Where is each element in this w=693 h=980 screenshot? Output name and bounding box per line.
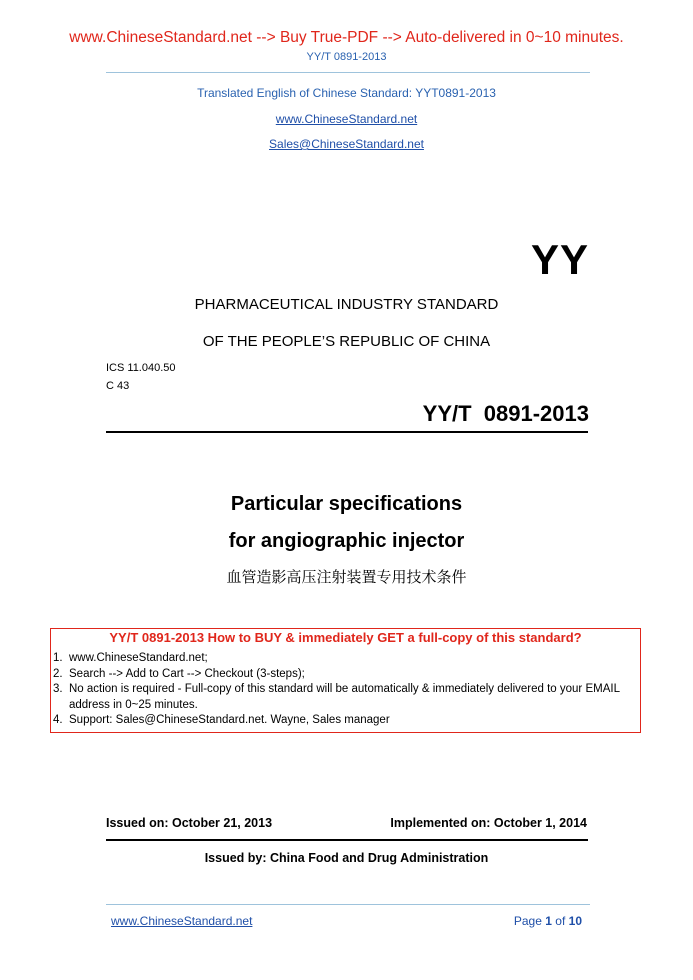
step-number: 4. xyxy=(53,714,63,726)
classification-code: C 43 xyxy=(106,380,130,392)
page-number xyxy=(514,914,582,928)
dates-divider xyxy=(106,839,588,841)
standard-code: YY/T 0891-2013 xyxy=(422,401,589,426)
list-item xyxy=(53,651,637,667)
issued-date: Issued on: October 21, 2013 xyxy=(106,816,273,830)
buy-heading: YY/T 0891-2013 How to BUY & immediately GET a full-copy of this standard? xyxy=(109,630,582,645)
page-total: 10 xyxy=(568,914,582,928)
title-en-line2: for angiographic injector xyxy=(228,530,465,552)
implemented-date: Implemented on: October 1, 2014 xyxy=(390,816,587,830)
buy-info-box xyxy=(50,628,641,733)
ics-number: ICS 11.040.50 xyxy=(106,362,176,374)
step-text: Search --> Add to Cart --> Checkout (3-steps); xyxy=(69,667,305,680)
list-item xyxy=(53,667,637,683)
page-of: of xyxy=(555,914,566,928)
list-item xyxy=(53,682,637,713)
footer-website-link[interactable]: www.ChineseStandard.net xyxy=(111,914,253,928)
page-label: Page xyxy=(513,914,542,928)
category-mark: YY xyxy=(530,236,589,283)
standard-type-line2: OF THE PEOPLE’S REPUBLIC OF CHINA xyxy=(202,333,491,350)
page-current: 1 xyxy=(545,914,552,928)
standard-type-line1: PHARMACEUTICAL INDUSTRY STANDARD xyxy=(194,296,499,313)
buy-steps-list xyxy=(53,651,637,729)
title-cn: 血管造影高压注射装置专用技术条件 xyxy=(226,569,467,586)
list-item xyxy=(53,713,637,729)
issued-by: Issued by: China Food and Drug Administration xyxy=(204,851,489,865)
sales-email-link[interactable]: Sales@ChineseStandard.net xyxy=(269,137,424,151)
website-link[interactable]: www.ChineseStandard.net xyxy=(275,112,418,126)
step-number: 1. xyxy=(53,652,63,664)
header-divider xyxy=(106,72,590,73)
title-divider xyxy=(106,431,588,433)
step-text: No action is required - Full-copy of this standard will be automatically & immediately delivered to your EMAIL address in 0~25 minutes. xyxy=(69,683,620,711)
translated-line: Translated English of Chinese Standard: YYT0891-2013 xyxy=(197,86,496,100)
header-standard-code: YY/T 0891-2013 xyxy=(306,51,387,63)
footer-divider xyxy=(106,904,590,905)
promo-banner: www.ChineseStandard.net --> Buy True-PDF --> Auto-delivered in 0~10 minutes. xyxy=(69,29,624,46)
step-number: 3. xyxy=(53,683,63,695)
step-text: Support: Sales@ChineseStandard.net. Wayne, Sales manager xyxy=(69,714,390,726)
title-en-line1: Particular specifications xyxy=(230,493,463,515)
step-text: www.ChineseStandard.net; xyxy=(69,652,208,664)
step-number: 2. xyxy=(53,667,63,680)
